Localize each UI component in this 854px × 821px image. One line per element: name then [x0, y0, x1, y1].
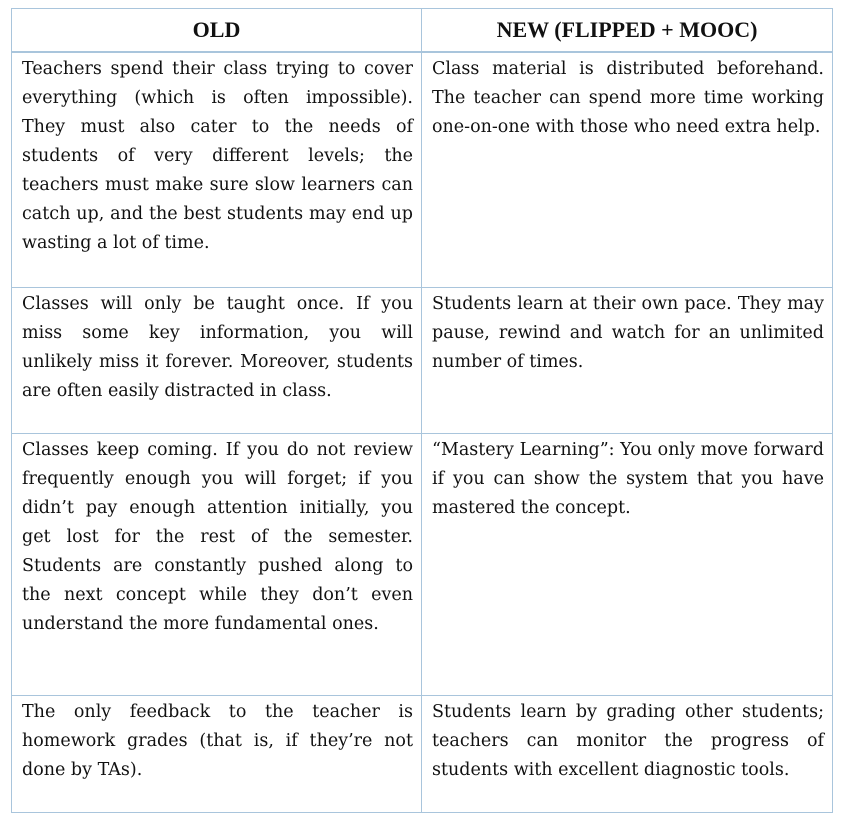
cell-old: The only feedback to the teacher is homework grades (that is, if they’re not done by TAs).	[12, 696, 422, 813]
table-row	[12, 288, 833, 434]
table-row	[12, 52, 833, 288]
cell-new: Class material is distributed beforehand. The teacher can spend more time working one-on-one with those who need extra help.	[422, 52, 833, 288]
table-row	[12, 434, 833, 696]
cell-new: Students learn at their own pace. They may pause, rewind and watch for an unlimited number of times.	[422, 288, 833, 434]
header-row	[12, 9, 833, 52]
header-new: NEW (FLIPPED + MOOC)	[422, 9, 833, 52]
cell-new: Students learn by grading other students; teachers can monitor the progress of students with excellent diagnostic tools.	[422, 696, 833, 813]
cell-new: “Mastery Learning”: You only move forward if you can show the system that you have mastered the concept.	[422, 434, 833, 696]
table-body	[12, 52, 833, 813]
cell-old: Classes keep coming. If you do not review frequently enough you will forget; if you didn’t pay enough attention initially, you get lost for the rest of the semester. Students are constantly pushed along to the next concept while they don’t even understand the more fundamental ones.	[12, 434, 422, 696]
comparison-table	[11, 8, 833, 813]
header-old: OLD	[12, 9, 422, 52]
cell-old: Classes will only be taught once. If you miss some key information, you will unlikely miss it forever. Moreover, students are often easily distracted in class.	[12, 288, 422, 434]
table-header	[12, 9, 833, 52]
table-row	[12, 696, 833, 813]
cell-old: Teachers spend their class trying to cover everything (which is often impossible). They must also cater to the needs of students of very different levels; the teachers must make sure slow learners can catch up, and the best students may end up wasting a lot of time.	[12, 52, 422, 288]
